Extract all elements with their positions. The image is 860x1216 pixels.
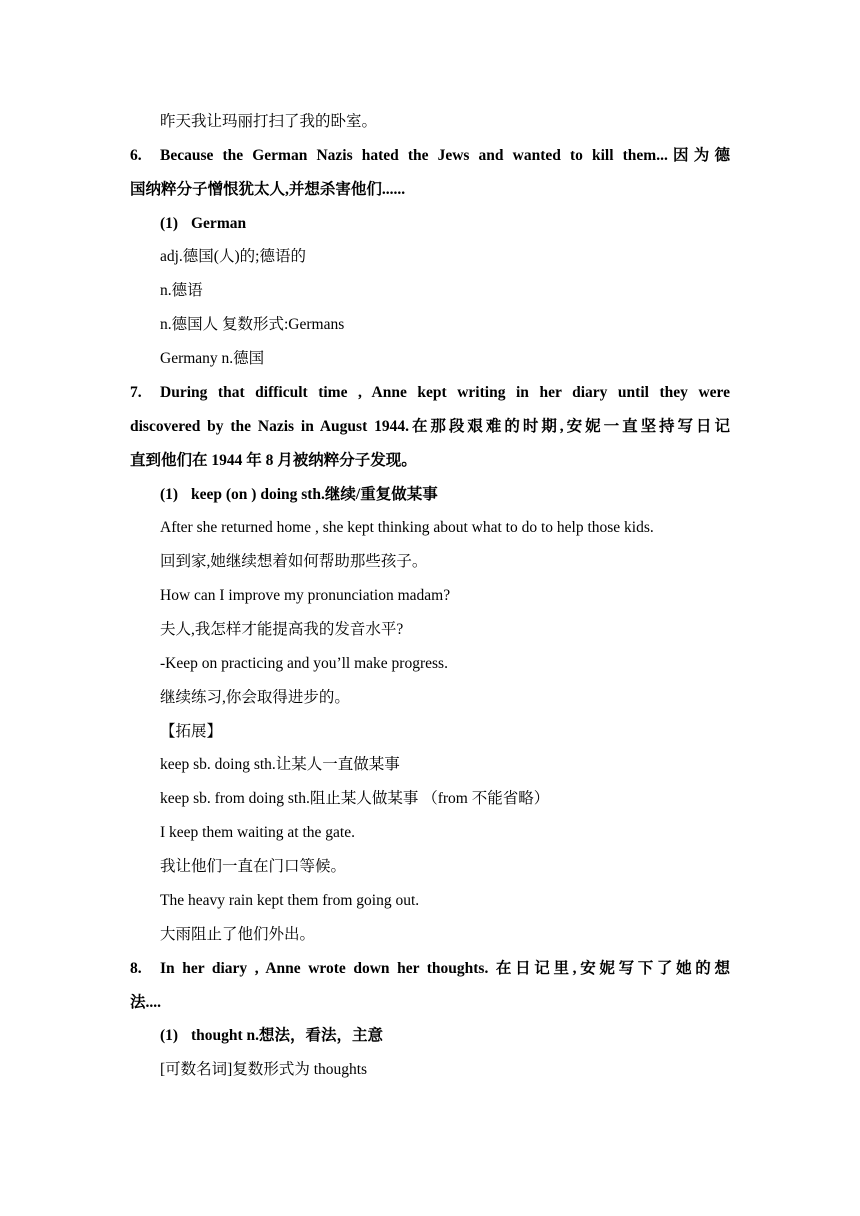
subitem-8-1-title: thought n.想法，看法，主意 — [191, 1027, 384, 1044]
text-line: n.德国人 复数形式:Germans — [160, 316, 345, 333]
text-line: How can I improve my pronunciation madam? — [160, 587, 451, 604]
text-line: Germany n.德国 — [160, 350, 265, 367]
subitem-8-1-heading — [160, 1026, 383, 1046]
subitem-6-1-title: German — [191, 215, 247, 232]
text-line: 大雨阻止了他们外出。 — [160, 926, 316, 943]
text-line: 夫人,我怎样才能提高我的发音水平? — [160, 621, 404, 638]
text-line: keep sb. doing sth.让某人一直做某事 — [160, 756, 400, 773]
text-line: adj.德国(人)的;德语的 — [160, 248, 306, 265]
item-7-line-1 — [130, 383, 730, 403]
text-line: -Keep on practicing and you’ll make progress. — [160, 655, 448, 672]
item-6-number: 6. — [130, 147, 142, 164]
text-line: After she returned home , she kept thinking about what to do to help those kids. — [160, 519, 654, 536]
item-6-line-1 — [130, 146, 730, 166]
text-line: n.德语 — [160, 282, 203, 299]
extension-heading: 【拓展】 — [160, 723, 223, 740]
item-8-text: In her diary , Anne wrote down her thoughts. 在日记里,安妮写下了她的想 — [160, 960, 730, 977]
subitem-8-1-number: (1) — [160, 1027, 179, 1044]
text-line: 回到家,她继续想着如何帮助那些孩子。 — [160, 553, 428, 570]
item-8-number: 8. — [130, 960, 142, 977]
subitem-7-1-heading — [160, 485, 438, 505]
text-line: keep sb. from doing sth.阻止某人做某事 （from 不能省略） — [160, 790, 550, 807]
subitem-6-1-heading — [160, 214, 246, 234]
item-6-line-2: 国纳粹分子憎恨犹太人,并想杀害他们...... — [130, 181, 406, 198]
text-line: 我让他们一直在门口等候。 — [160, 858, 347, 875]
item-7-number: 7. — [130, 384, 142, 401]
text-line: 昨天我让玛丽打扫了我的卧室。 — [160, 113, 378, 130]
subitem-6-1-number: (1) — [160, 215, 179, 232]
text-line: 继续练习,你会取得进步的。 — [160, 689, 350, 706]
item-7-line-2: discovered by the Nazis in August 1944.在那段艰难的时期,安妮一直坚持写日记 — [130, 418, 730, 435]
text-line: I keep them waiting at the gate. — [160, 824, 355, 841]
subitem-7-1-number: (1) — [160, 486, 179, 503]
item-7-line-3: 直到他们在 1944 年 8 月被纳粹分子发现。 — [130, 452, 417, 469]
subitem-7-1-title: keep (on ) doing sth.继续/重复做某事 — [191, 486, 438, 503]
text-line: The heavy rain kept them from going out. — [160, 892, 420, 909]
text-line: [可数名词]复数形式为 thoughts — [160, 1061, 368, 1078]
item-8-line-2: 法.... — [130, 994, 162, 1011]
item-6-text: Because the German Nazis hated the Jews and wanted to kill them...因为德 — [160, 147, 730, 164]
item-8-line-1 — [130, 959, 730, 979]
item-7-text: During that difficult time , Anne kept writing in her diary until they were — [160, 384, 730, 401]
